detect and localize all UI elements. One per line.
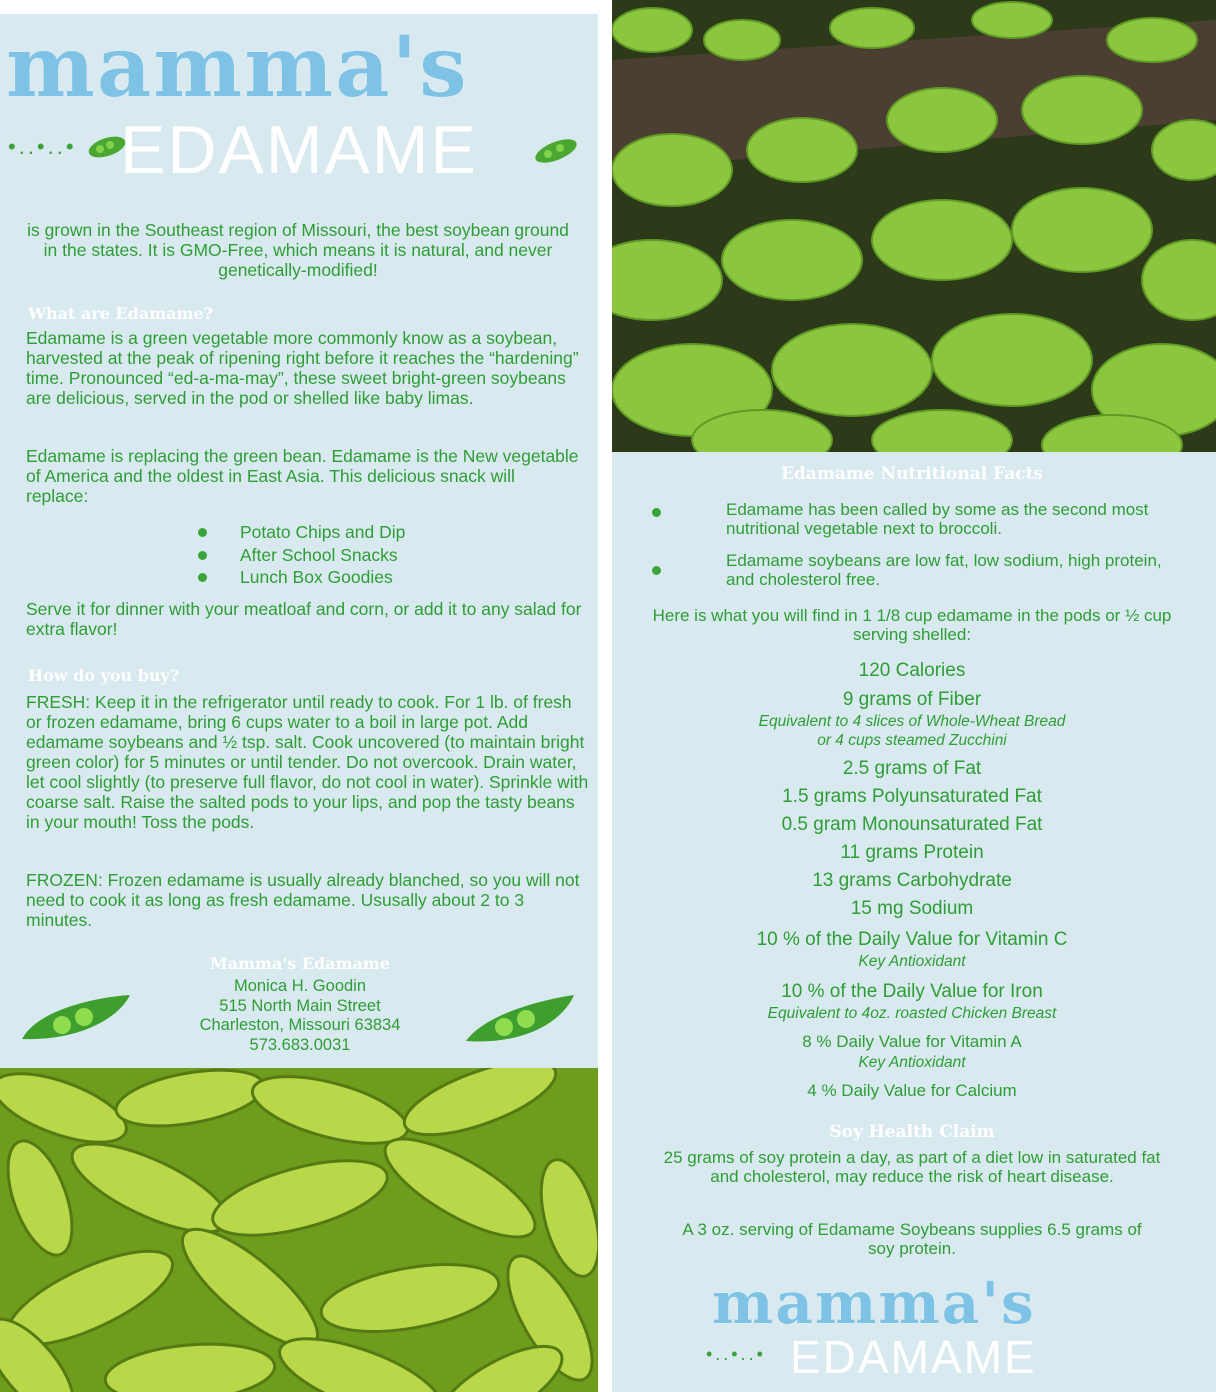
intro-text: is grown in the Southeast region of Missouri, the best soybean ground in the states. It is GMO-Free, which means it is natural, and never genetically-modified! <box>27 220 569 280</box>
fact-fiber-note: Equivalent to 4 slices of Whole-Wheat Bread <box>758 713 1066 730</box>
contact-phone: 573.683.0031 <box>249 1035 351 1054</box>
list-item: Potato Chips and Dip <box>198 521 405 544</box>
pea-pod-icon <box>532 134 580 168</box>
fact-mono-fat: 0.5 gram Monounsaturated Fat <box>781 814 1043 835</box>
pea-pod-icon <box>462 989 578 1051</box>
brand-logo-bottom: mamma's <box>712 1269 1036 1337</box>
fact-vitamin-a-note: Key Antioxidant <box>858 1054 966 1071</box>
serve-paragraph: Serve it for dinner with your meatloaf and corn, or add it to any salad for extra flavor! <box>26 599 582 639</box>
fact-vitamin-c-note: Key Antioxidant <box>858 953 966 970</box>
fact-fiber: 9 grams of Fiber <box>842 689 982 710</box>
contact-block <box>150 977 450 1055</box>
heading-soy-health-claim: Soy Health Claim <box>829 1122 995 1142</box>
fact-calcium: 4 % Daily Value for Calcium <box>807 1081 1017 1100</box>
contact-heading: Mamma's Edamame <box>210 954 390 973</box>
fact-bullet <box>652 566 661 575</box>
replace-list <box>198 521 405 589</box>
serving-intro: Here is what you will find in 1 1/8 cup edamame in the pods or ½ cup serving shelled: <box>652 606 1172 644</box>
fact-calories: 120 Calories <box>858 660 966 681</box>
edamame-pods-photo <box>0 1068 598 1392</box>
heading-what-are-edamame: What are Edamame? <box>28 304 214 323</box>
fact-carbohydrate: 13 grams Carbohydrate <box>812 870 1012 891</box>
contact-city: Charleston, Missouri 63834 <box>199 1016 401 1034</box>
fact-sodium: 15 mg Sodium <box>850 898 974 919</box>
fact-poly-fat: 1.5 grams Polyunsaturated Fat <box>782 786 1042 807</box>
fact-protein: 11 grams Protein <box>840 842 984 863</box>
decorative-dots: •..•..• <box>8 134 77 159</box>
health-claim-text: 25 grams of soy protein a day, as part of a diet low in saturated fat and cholesterol, may reduce the risk of heart disease. <box>663 1148 1161 1186</box>
fact-fiber-note: or 4 cups steamed Zucchini <box>817 732 1007 749</box>
fact-vitamin-c: 10 % of the Daily Value for Vitamin C <box>756 929 1068 950</box>
decorative-dots: •..•..• <box>706 1344 766 1364</box>
heading-how-do-you-buy: How do you buy? <box>28 666 180 685</box>
replace-paragraph: Edamame is replacing the green bean. Edamame is the New vegetable of America and the oldest in East Asia. This delicious snack will replace: <box>26 446 579 506</box>
product-wordmark: EDAMAME <box>120 112 478 188</box>
heading-nutritional-facts: Edamame Nutritional Facts <box>780 464 1044 484</box>
list-item: Lunch Box Goodies <box>198 566 405 589</box>
list-item: After School Snacks <box>198 544 405 567</box>
what-paragraph: Edamame is a green vegetable more commonly know as a soybean, harvested at the peak of ripening right before it reaches the “hardening” time. Pronounced “ed-a-ma-may”, these sweet bright-green soybeans are delicious, served in the pod or shelled like baby limas. <box>26 328 579 408</box>
contact-street: 515 North Main Street <box>219 996 381 1015</box>
fact-vitamin-a: 8 % Daily Value for Vitamin A <box>802 1032 1022 1051</box>
soy-protein-text: A 3 oz. serving of Edamame Soybeans supplies 6.5 grams of soy protein. <box>682 1220 1142 1258</box>
pea-pod-icon <box>18 989 134 1051</box>
fact-iron: 10 % of the Daily Value for Iron <box>781 981 1043 1002</box>
fact-fat: 2.5 grams of Fat <box>842 758 982 779</box>
product-wordmark: EDAMAME <box>790 1331 1037 1383</box>
fact-bullet <box>652 508 661 517</box>
frozen-instructions: FROZEN: Frozen edamame is usually already blanched, so you will not need to cook it as long as fresh edamame. Ususally about 2 to 3 minutes. <box>26 870 580 930</box>
right-brochure-panel <box>612 0 1216 1392</box>
left-brochure-panel <box>0 14 598 1392</box>
soybean-field-photo <box>612 0 1216 452</box>
contact-name: Monica H. Goodin <box>233 977 367 995</box>
brand-logo-top: mamma's <box>6 17 469 116</box>
fresh-instructions: FRESH: Keep it in the refrigerator until ready to cook. For 1 lb. of fresh or frozen edamame, bring 6 cups water to a boil in large pot. Add edamame soybeans and ½ tsp. salt. Cook uncovered (to maintain bright green color) for 5 minutes or until tender. Do not overcook. Drain water, let cool slightly (to preserve full flavor, do not cool in water). Sprinkle with coarse salt. Raise the salted pods to your lips, and pop the tasty beans in your mouth! Toss the pods. <box>26 692 589 832</box>
fact-text-lowfat: Edamame soybeans are low fat, low sodium, high protein, and cholesterol free. <box>726 551 1162 589</box>
nutrition-list <box>642 658 1182 1102</box>
fact-text-broccoli: Edamame has been called by some as the second most nutritional vegetable next to broccoli. <box>726 500 1149 538</box>
fact-iron-note: Equivalent to 4oz. roasted Chicken Breast <box>767 1005 1057 1022</box>
